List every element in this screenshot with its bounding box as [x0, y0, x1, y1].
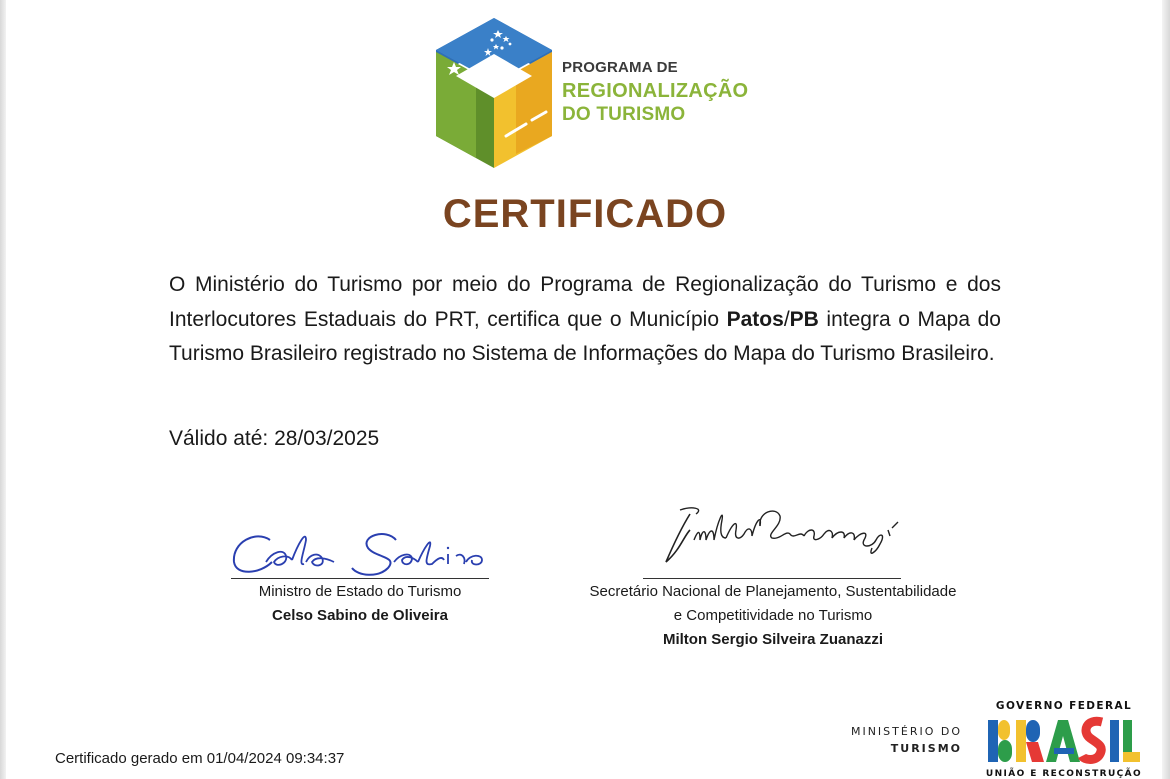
signatory-2-name: Milton Sergio Silveira Zuanazzi [662, 631, 884, 648]
brasil-wordmark-icon [986, 714, 1142, 766]
government-bottom-text: UNIÃO E RECONSTRUÇÃO [985, 769, 1143, 779]
program-logo-text [562, 60, 748, 124]
program-logo-icon [436, 18, 556, 170]
generated-timestamp: Certificado gerado em 01/04/2024 09:34:37 [55, 750, 345, 767]
certificate-title: CERTIFICADO [442, 192, 728, 236]
page-edge-right [1162, 0, 1170, 779]
validity-date: Válido até: 28/03/2025 [169, 427, 380, 450]
state-code: PB [789, 307, 819, 331]
signatory-1-name: Celso Sabino de Oliveira [272, 607, 448, 624]
government-top-text: GOVERNO FEDERAL [995, 700, 1133, 712]
ministry-line-1: MINISTÉRIO DO [850, 725, 962, 738]
signatory-1-role: Ministro de Estado do Turismo [258, 583, 462, 600]
body-part-1: O Ministério do Turismo por meio do Programa de Regionalização do Turismo e dos Interlocutores Estaduais do PRT, certifica que o Município [169, 273, 1001, 331]
signatory-2-role-line-1: Secretário Nacional de Planejamento, Sustentabilidade [589, 583, 957, 600]
body-separator: / [783, 307, 790, 331]
signature-milton-zuanazzi [640, 500, 910, 572]
signature-line-1 [231, 578, 489, 579]
logo-line-3: DO TURISMO [562, 104, 686, 125]
ministry-line-2: TURISMO [890, 742, 962, 755]
logo-line-1: PROGRAMA DE [562, 59, 678, 76]
municipality-name: Patos [726, 307, 784, 331]
signature-celso-sabino [226, 522, 492, 580]
page-edge-left [0, 0, 6, 779]
logo-line-2: REGIONALIZAÇÃO [562, 80, 749, 102]
government-logo [984, 700, 1144, 779]
body-part-2: integra o Mapa do Turismo Brasileiro registrado no Sistema de Informações do Mapa do Turismo Brasileiro. [169, 307, 1001, 365]
signatory-2-role-line-2: e Competitividade no Turismo [673, 607, 873, 624]
ministry-logo [846, 726, 962, 754]
signature-line-2 [643, 578, 901, 579]
certificate-body [169, 268, 1001, 372]
program-logo [436, 18, 749, 170]
